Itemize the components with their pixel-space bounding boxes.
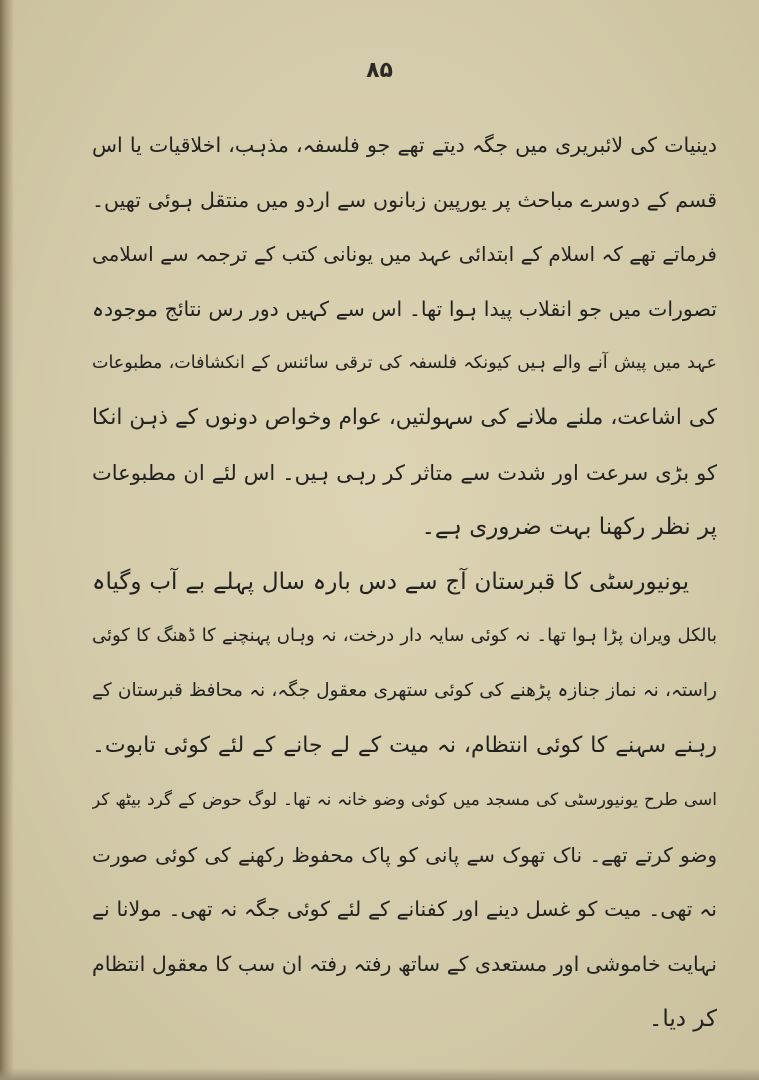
text-line: رہنے سہنے کا کوئی انتظام، نہ میت کے لے جانے کے لئے کوئی تابوت۔ [92,732,717,758]
text-line: تصورات میں جو انقلاب پیدا ہوا تھا۔ اس سے کہیں دور رس نتائج موجودہ [92,296,717,321]
page-text [92,118,717,1046]
text-line: کی اشاعت، ملنے ملانے کی سہولتیں، عوام وخواص دونوں کے ذہن انکا [92,404,717,430]
text-line: اسی طرح یونیورسٹی کی مسجد میں کوئی وضو خانہ نہ تھا۔ لوگ حوض کے گرد بیٹھ کر [92,790,717,811]
text-line: بالکل ویران پڑا ہوا تھا۔ نہ کوئی سایہ دار درخت، نہ وہاں پہنچنے کا ڈھنگ کا کوئی [92,625,717,647]
text-line: راستہ، نہ نماز جنازہ پڑھنے کی کوئی ستھری معقول جگہ، نہ محافظ قبرستان کے [92,679,717,701]
text-line: پر نظر رکھنا بہت ضروری ہے۔ [421,514,717,541]
text-line: کر دیا۔ [648,1005,717,1032]
text-line: نہایت خاموشی اور مستعدی کے ساتھ رفتہ رفتہ ان سب کا معقول انتظام [92,951,717,976]
text-line: عہد میں پیش آنے والے ہیں کیونکہ فلسفہ کی ترقی سائنس کے انکشافات، مطبوعات [92,353,717,374]
text-line: دینیات کی لائبریری میں جگہ دیتے تھے جو فلسفہ، مذہب، اخلاقیات یا اس [92,133,717,157]
text-line: قسم کے دوسرے مباحث پر یورپین زبانوں سے اردو میں منتقل ہوئی تھیں۔ [92,187,717,212]
text-line: فرماتے تھے کہ اسلام کے ابتدائی عہد میں یونانی کتب کے ترجمہ سے اسلامی [92,242,717,267]
page-number: ۸۵ [366,58,393,83]
page-binding-shadow [0,0,14,1080]
text-line: وضو کرتے تھے۔ ناک تھوک سے پانی کو پاک محفوظ رکھنے کی کوئی صورت [92,842,717,867]
page-bottom-shadow [0,1068,759,1080]
text-line: یونیورسٹی کا قبرستان آج سے دس بارہ سال پہلے بے آب وگیاہ [92,568,689,595]
text-line: نہ تھی۔ میت کو غسل دینے اور کفنانے کے لئے کوئی جگہ نہ تھی۔ مولانا نے [92,897,717,922]
text-line: کو بڑی سرعت اور شدت سے متاثر کر رہی ہیں۔ اس لئے ان مطبوعات [92,460,717,485]
